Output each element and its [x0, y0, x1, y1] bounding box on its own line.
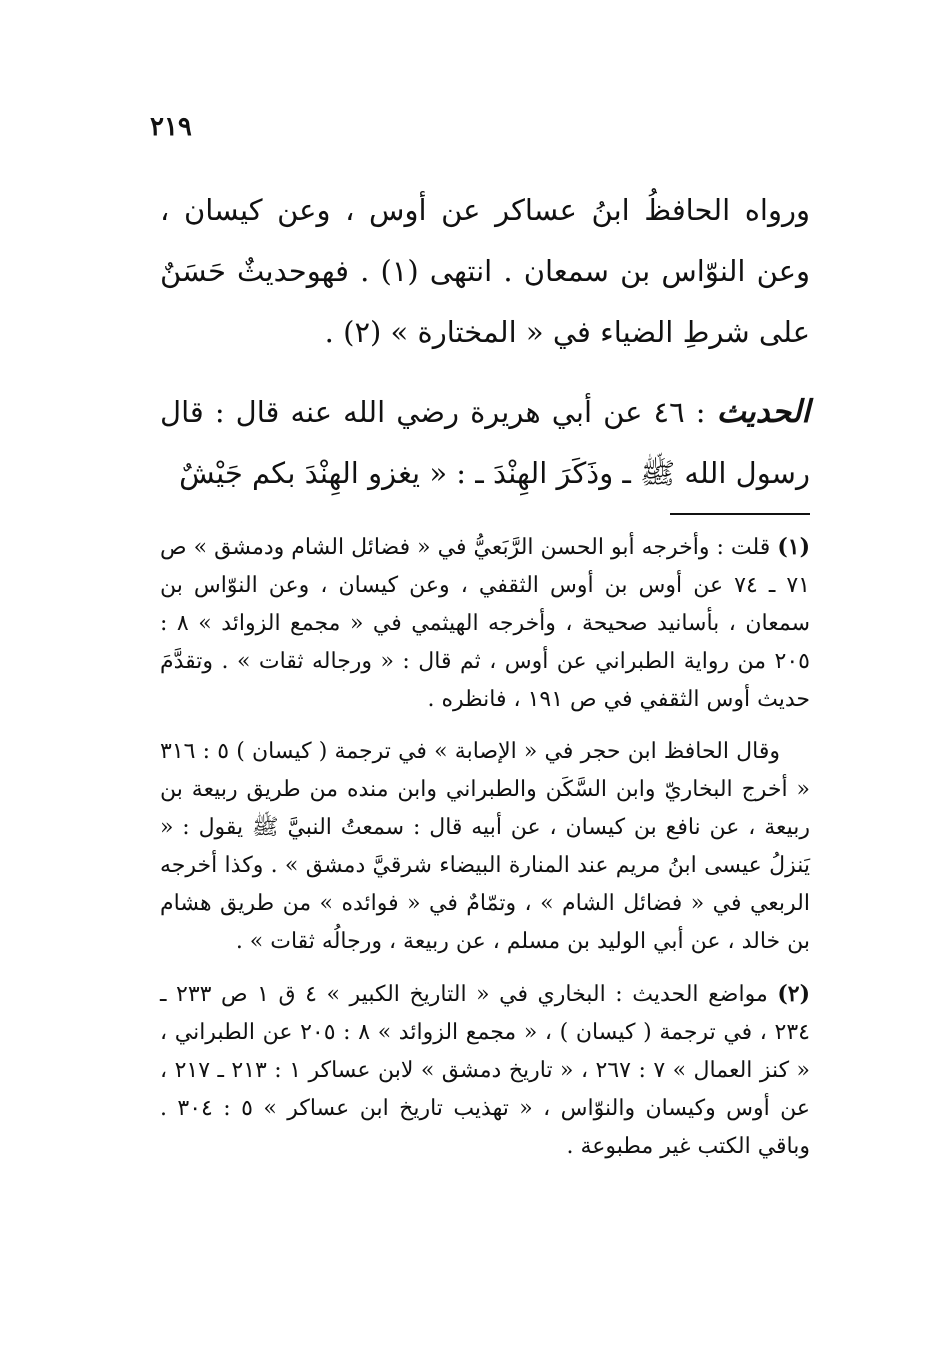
footnote-1 — [160, 528, 810, 719]
footnote-divider — [670, 513, 810, 515]
footnote-2 — [160, 975, 810, 1166]
footnotes-section — [160, 528, 810, 1180]
hadith-paragraph — [160, 382, 810, 504]
main-paragraph: ورواه الحافظُ ابنُ عساكر عن أوس ، وعن كيسان ، وعن النوّاس بن سمعان . انتهى (١) . فهوحديثٌ حَسَنٌ على شرطِ الضياء في « المختارة » (٢) . — [160, 193, 810, 349]
footnote-text: مواضع الحديث : البخاري في « التاريخ الكبير » ٤ ق ١ ص ٢٣٣ ـ ٢٣٤ ، في ترجمة ( كيسان ) ، « مجمع الزوائد » ٨ : ٢٠٥ عن الطبراني ، « كنز العمال » ٧ : ٢٦٧ ، « تاريخ دمشق » لابن عساكر ١ : ٢١٣ ـ ٢١٧ ، عن أوس وكيسان والنوّاس ، « تهذيب تاريخ ابن عساكر » ٥ : ٣٠٤ . وباقي الكتب غير مطبوعة . — [160, 982, 811, 1159]
footnote-number: (١) — [777, 534, 810, 560]
hadith-heading: الحديث — [716, 394, 810, 430]
footnote-1-continuation — [160, 733, 810, 961]
page-number: ٢١٩ — [150, 112, 192, 142]
footnote-text: قلت : وأخرجه أبو الحسن الرَّبَعيُّ في « فضائل الشام ودمشق » ص ٧١ ـ ٧٤ عن أوس بن أوس الثقفي ، وعن كيسان ، وعن النوّاس بن سمعان ، بأسانيد صحيحة ، وأخرجه الهيثمي في « مجمع الزوائد » ٨ : ٢٠٥ من رواية الطبراني عن أوس ، ثم قال : « ورجاله ثقات » . وتقدَّمَ حديث أوس الثقفي في ص ١٩١ ، فانظره . — [160, 535, 811, 712]
footnote-number: (٢) — [777, 981, 810, 1007]
hadith-body: : ٤٦ عن أبي هريرة رضي الله عنه قال : قال رسول الله ﷺ ـ وذَكَرَ الهِنْدَ ـ : « يغزو الهِنْدَ بكم جَيْشٌ — [160, 395, 810, 490]
footnote-text: وقال الحافظ ابن حجر في « الإصابة » في ترجمة ( كيسان ) ٥ : ٣١٦ « أخرج البخاريّ وابن السَّكَن والطبراني وابن منده من طريق ربيعة بن ربيعة ، عن نافع بن كيسان ، عن أبيه قال : سمعتُ النبيَّ ﷺ يقول : « يَنزلُ عيسى ابنُ مريم عند المنارة البيضاء شرقيَّ دمشق » . وكذا أخرجه الربعي في « فضائل الشام » ، وتمّامٌ في « فوائده » من طريق هشام بن خالد ، عن أبي الوليد بن مسلم ، عن ربيعة ، ورجالُه ثقات » . — [160, 739, 810, 954]
